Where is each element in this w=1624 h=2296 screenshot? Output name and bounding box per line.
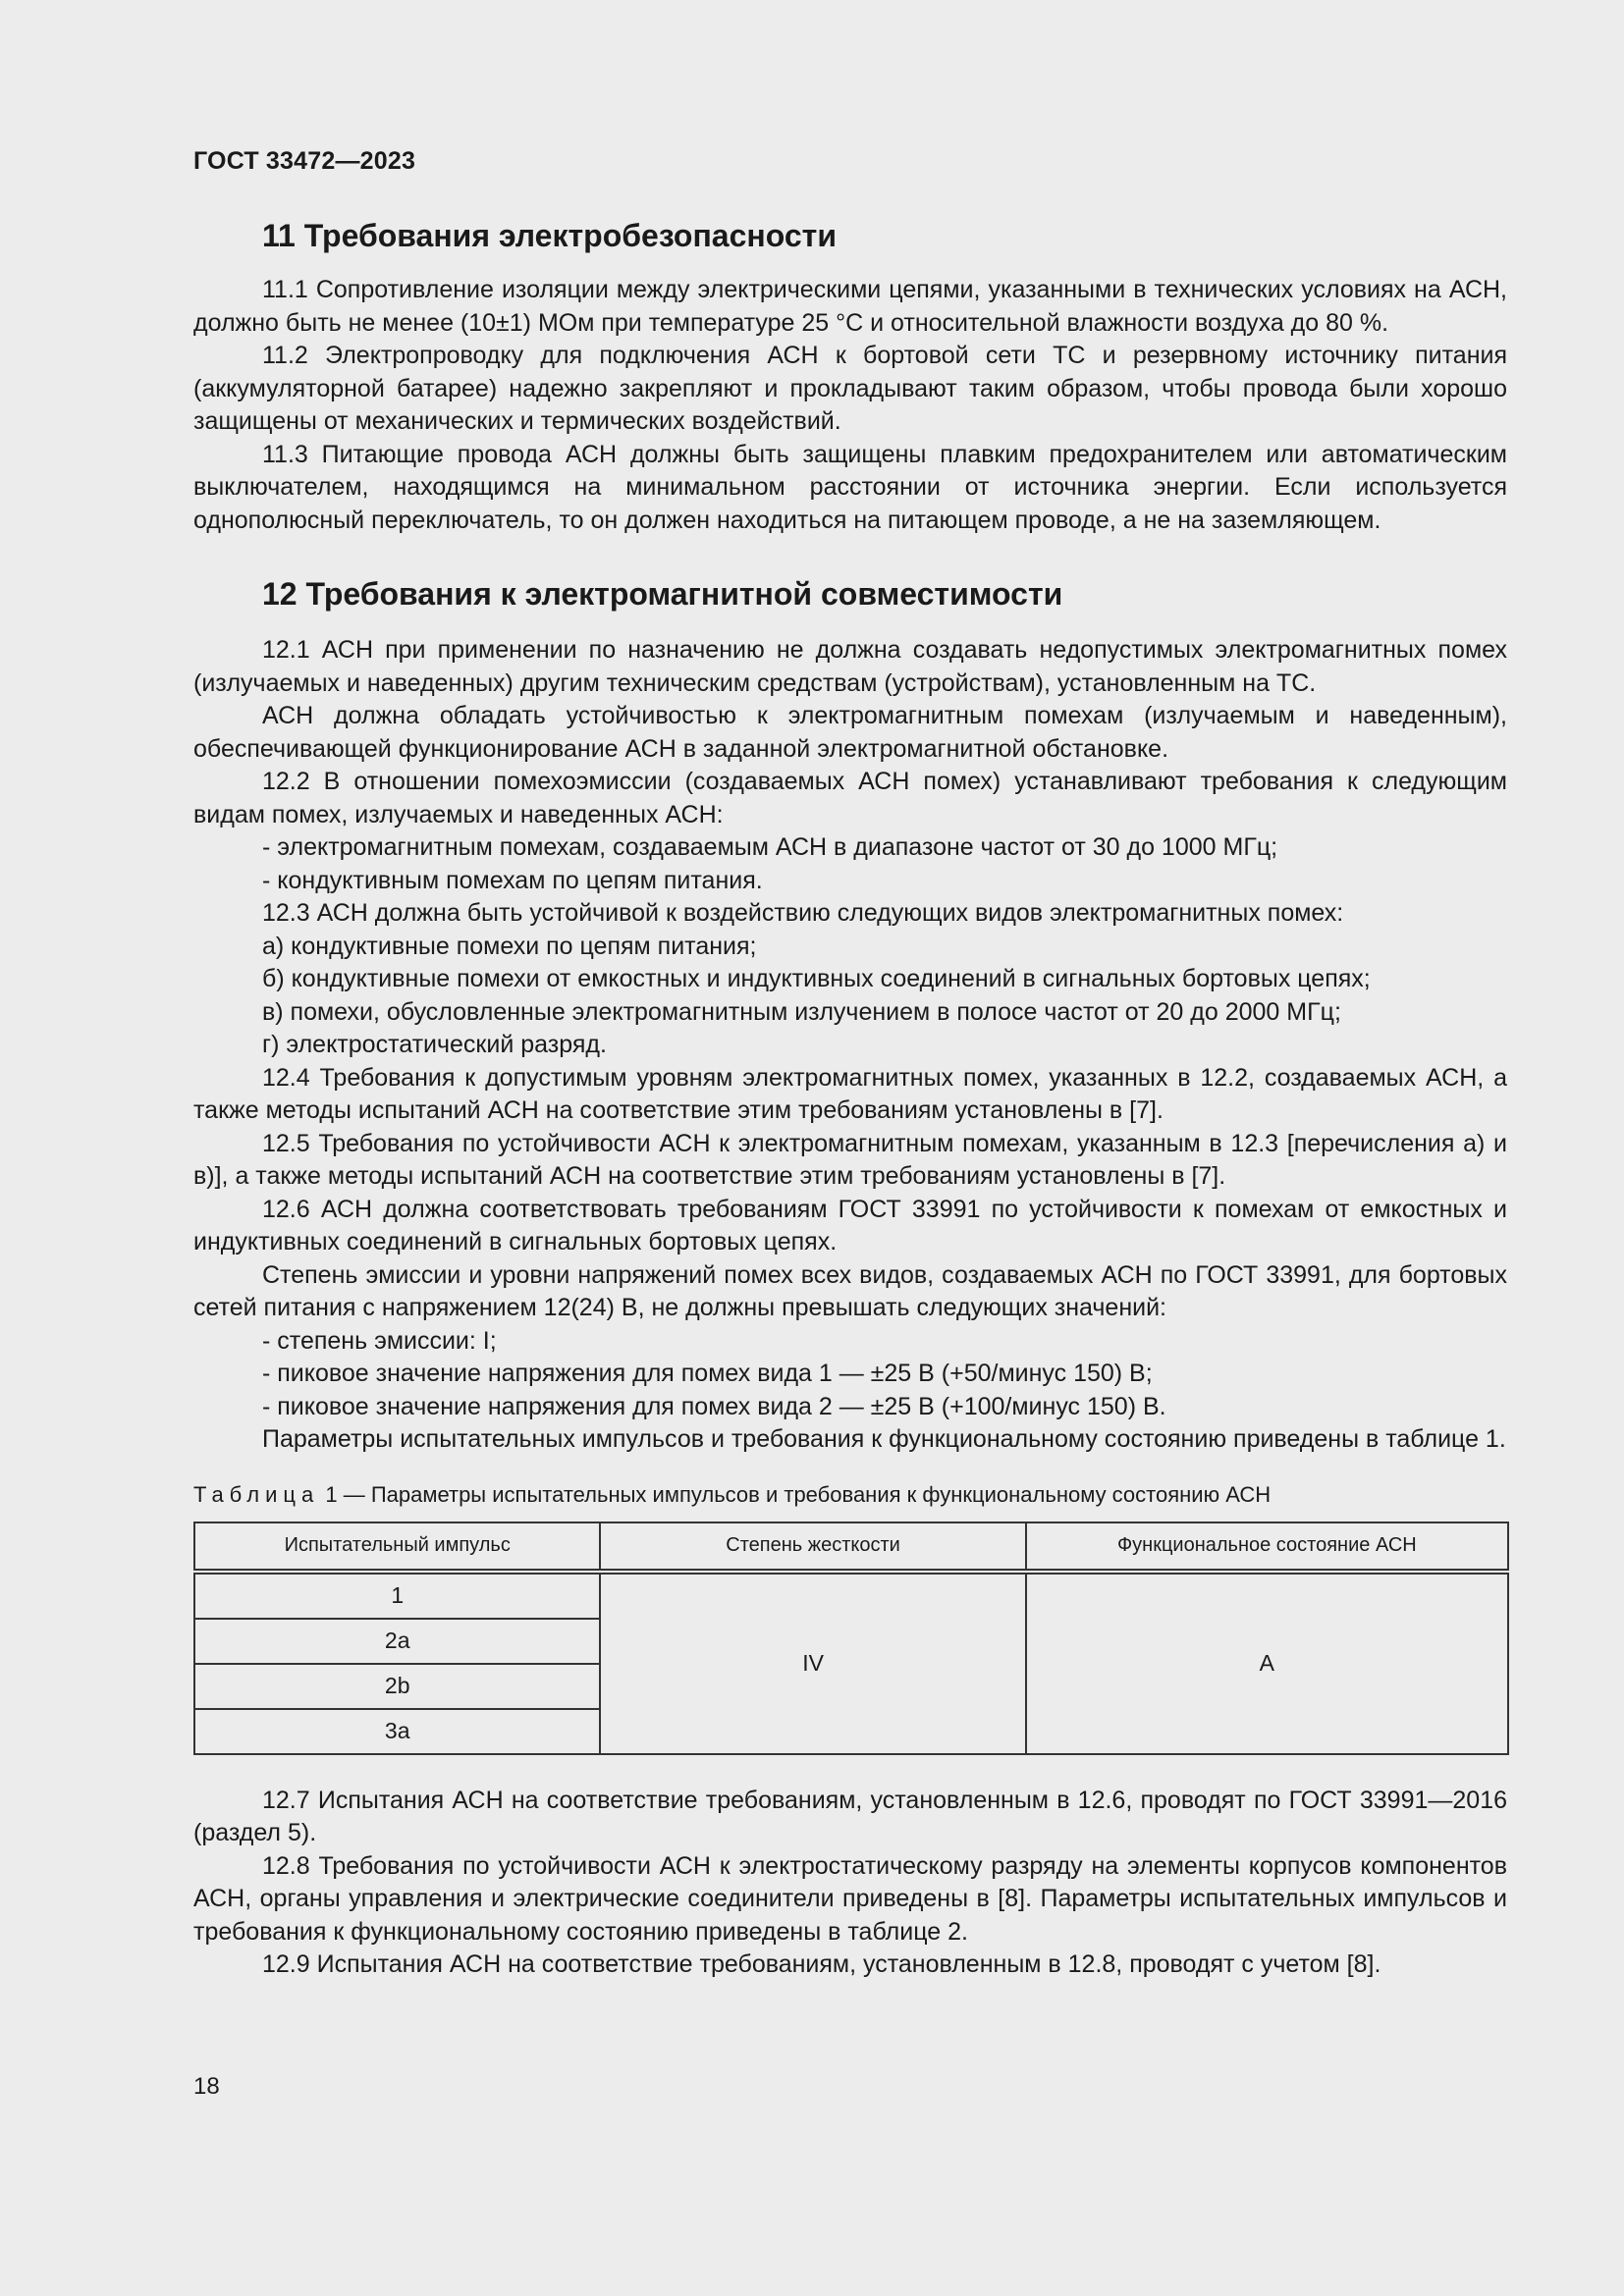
list-item: - кондуктивным помехам по цепям питания.: [262, 866, 763, 894]
paragraph-12-6: 12.6 АСН должна соответствовать требованиям ГОСТ 33991 по устойчивости к помехам от емкостных и индуктивных соединений в сигнальных бортовых цепях.: [193, 1195, 1507, 1255]
paragraph-11-3: 11.3 Питающие провода АСН должны быть защищены плавким предохранителем или автоматическим выключателем, находящимся на минимальном расстоянии от источника энергии. Если используется однополюсный переключатель, то он должен находиться на питающем проводе, а не на заземляющем.: [193, 440, 1507, 534]
paragraph-12-1-cont: АСН должна обладать устойчивостью к электромагнитным помехам (излучаемым и наведенным), обеспечивающей функционирование АСН в заданной электромагнитной обстановке.: [193, 702, 1507, 763]
table-header-severity: Степень жесткости: [600, 1522, 1025, 1572]
list-item: г) электростатический разряд.: [262, 1031, 607, 1058]
table-header-pulse: Испытательный импульс: [194, 1522, 600, 1572]
table-cell-pulse: 3a: [194, 1709, 600, 1754]
list-item: - степень эмиссии: I;: [262, 1326, 497, 1355]
paragraph-11-2: 11.2 Электропроводку для подключения АСН к бортовой сети ТС и резервному источнику питания (аккумуляторной батарее) надежно закрепляют и прокладывают таким образом, чтобы провода были хорошо защищены от механических и термических воздействий.: [193, 342, 1507, 435]
paragraph-12-2: 12.2 В отношении помехоэмиссии (создаваемых АСН помех) устанавливают требования к следующим видам помех, излучаемых и наведенных АСН:: [193, 768, 1507, 828]
table-cell-severity: IV: [600, 1572, 1025, 1754]
paragraph-12-4: 12.4 Требования к допустимым уровням электромагнитных помех, указанных в 12.2, создаваемых АСН, а также методы испытаний АСН на соответствие этим требованиям установлены в [7].: [193, 1063, 1507, 1124]
after-table-text: [193, 1785, 1507, 1982]
table-cell-pulse: 2b: [194, 1664, 600, 1709]
pulse-parameters-table: [193, 1522, 1509, 1755]
paragraph-12-1: 12.1 АСН при применении по назначению не должна создавать недопустимых электромагнитных помех (излучаемых и наведенных) другим техническим средствам (устройствам), установленным на ТС.: [193, 636, 1507, 697]
paragraph-12-9: 12.9 Испытания АСН на соответствие требованиям, установленным в 12.8, проводят с учетом [8].: [262, 1950, 1381, 1978]
table-cell-pulse: 2a: [194, 1619, 600, 1664]
list-item: в) помехи, обусловленные электромагнитным излучением в полосе частот от 20 до 2000 МГц;: [262, 997, 1341, 1026]
table-caption-label: Таблица: [193, 1481, 320, 1507]
section-12-title: 12 Требования к электромагнитной совместимости: [262, 576, 1063, 612]
paragraph-12-8: 12.8 Требования по устойчивости АСН к электростатическому разряду на элементы корпусов компонентов АСН, органы управления и электрические соединители приведены в [8]. Параметры испытательных импульсов и требования к функциональному состоянию приведены в таблице 2.: [193, 1851, 1507, 1946]
table-row: [194, 1572, 1508, 1619]
table-caption-text: 1 — Параметры испытательных импульсов и требования к функциональному состоянию АСН: [325, 1481, 1272, 1507]
paragraph-table-ref: Параметры испытательных импульсов и требования к функциональному состоянию приведены в таблице 1.: [262, 1425, 1506, 1453]
section-11-title: 11 Требования электробезопасности: [262, 218, 837, 253]
page-number: 18: [193, 2073, 220, 2100]
table-header-state: Функциональное состояние АСН: [1026, 1522, 1508, 1572]
paragraph-12-5: 12.5 Требования по устойчивости АСН к электромагнитным помехам, указанным в 12.3 [перечисления а) и в)], а также методы испытаний АСН на соответствие этим требованиям установлены в [7].: [193, 1129, 1507, 1190]
paragraph-12-7: 12.7 Испытания АСН на соответствие требованиям, установленным в 12.6, проводят по ГОСТ 33991—2016 (раздел 5).: [193, 1786, 1507, 1846]
paragraph-12-3: 12.3 АСН должна быть устойчивой к воздействию следующих видов электромагнитных помех:: [262, 899, 1344, 927]
list-item: б) кондуктивные помехи от емкостных и индуктивных соединений в сигнальных бортовых цепях;: [262, 965, 1371, 992]
document-code: ГОСТ 33472—2023: [193, 147, 416, 175]
list-item: - пиковое значение напряжения для помех вида 2 — ±25 В (+100/минус 150) В.: [262, 1392, 1166, 1420]
paragraph-12-6-cont: Степень эмиссии и уровни напряжений помех всех видов, создаваемых АСН по ГОСТ 33991, для бортовых сетей питания с напряжением 12(24) В, не должны превышать следующих значений:: [193, 1260, 1507, 1321]
list-item: - электромагнитным помехам, создаваемым АСН в диапазоне частот от 30 до 1000 МГц;: [262, 833, 1278, 861]
document-body: [193, 218, 1507, 1982]
table-caption: [193, 1482, 1507, 1508]
paragraph-11-1: 11.1 Сопротивление изоляции между электрическими цепями, указанными в технических условиях на АСН, должно быть не менее (10±1) МОм при температуре 25 °С и относительной влажности воздуха до 80 %.: [193, 276, 1507, 337]
table-cell-state: A: [1026, 1572, 1508, 1754]
table-header-row: [194, 1522, 1508, 1572]
table-cell-pulse: 1: [194, 1572, 600, 1619]
list-item: а) кондуктивные помехи по цепям питания;: [262, 932, 757, 960]
list-item: - пиковое значение напряжения для помех вида 1 — ±25 В (+50/минус 150) В;: [262, 1360, 1153, 1387]
